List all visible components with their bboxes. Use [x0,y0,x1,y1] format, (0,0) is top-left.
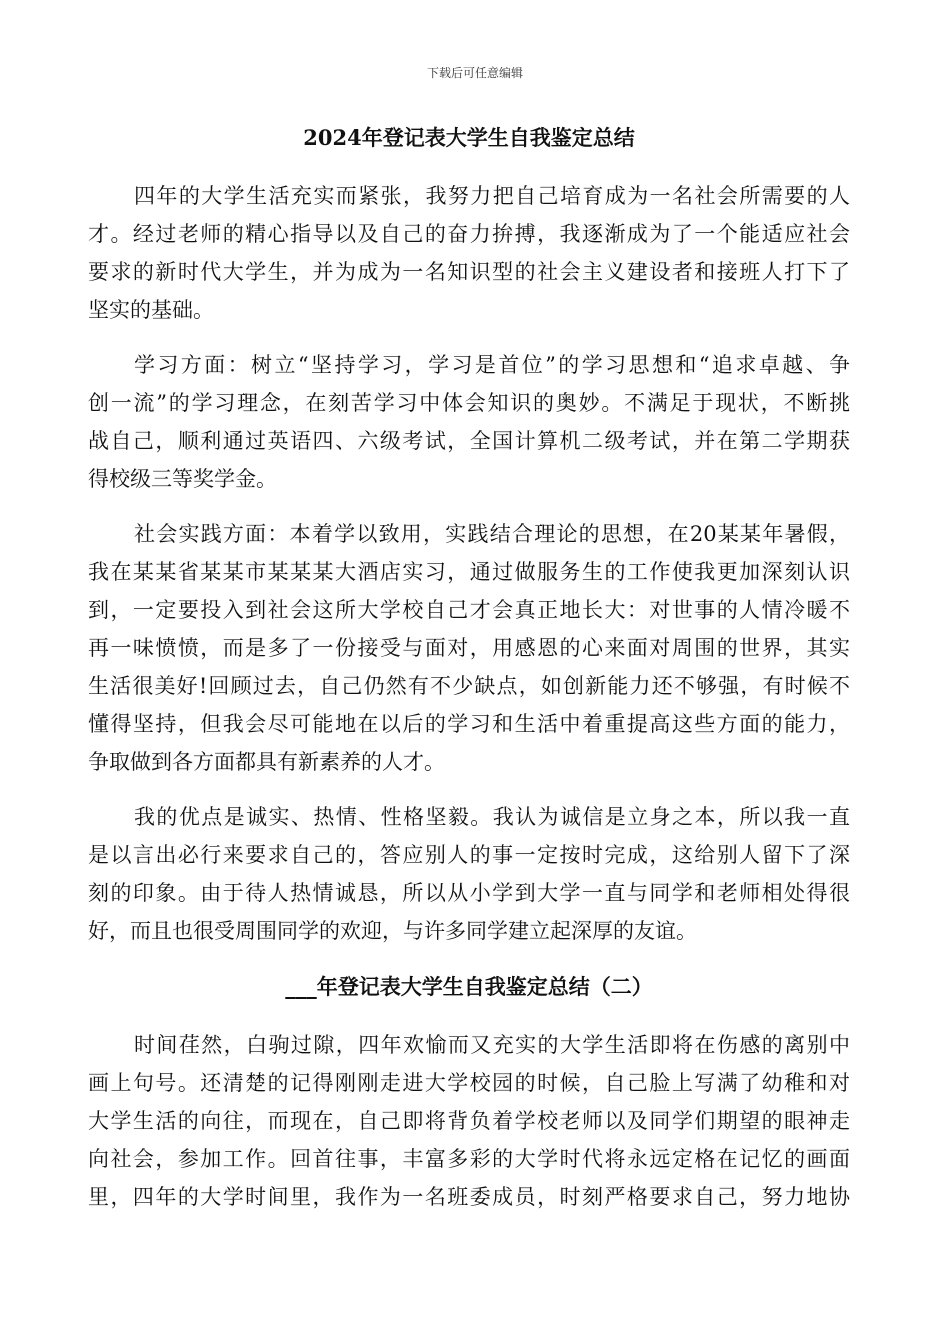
paragraph [88,515,850,781]
text-line: 刻的印象。由于待人热情诚恳，所以从小学到大学一直与同学和老师相处得很 [88,881,850,905]
paragraph [88,1026,850,1216]
text-line: 大学生活的向往，而现在，自己即将背负着学校老师以及同学们期望的眼神走 [88,1109,850,1133]
text-line: 要求的新时代大学生，并为成为一名知识型的社会主义建设者和接班人打下了 [88,260,850,284]
document-title: 2024年登记表大学生自我鉴定总结 [303,125,635,150]
paragraph [88,798,850,950]
text-line: 社会实践方面：本着学以致用，实践结合理论的思想，在20某某年暑假， [134,522,850,546]
section-2-title: ___年登记表大学生自我鉴定总结（二） [285,974,653,999]
text-line: 到，一定要投入到社会这所大学校自己才会真正地长大：对世事的人情冷暖不 [88,598,850,622]
text-line: 得校级三等奖学金。 [88,467,277,491]
page-header: 下载后可任意编辑 [426,66,523,80]
text-line: 向社会，参加工作。回首往事，丰富多彩的大学时代将永远定格在记忆的画面 [88,1147,850,1171]
text-line: 我的优点是诚实、热情、性格坚毅。我认为诚信是立身之本，所以我一直 [134,805,850,829]
text-line: 懂得坚持，但我会尽可能地在以后的学习和生活中着重提高这些方面的能力， [88,712,850,736]
text-line: 争取做到各方面都具有新素养的人才。 [88,750,445,774]
paragraph [88,177,850,329]
paragraph [88,346,850,498]
text-line: 才。经过老师的精心指导以及自己的奋力拚搏，我逐渐成为了一个能适应社会 [88,222,850,246]
text-line: 我在某某省某某市某某某大酒店实习，通过做服务生的工作使我更加深刻认识 [88,560,850,584]
text-line: 画上句号。还清楚的记得刚刚走进大学校园的时候，自己脸上写满了幼稚和对 [88,1071,850,1095]
text-line: 再一味愤愤，而是多了一份接受与面对，用感恩的心来面对周围的世界，其实 [88,636,850,660]
text-line: 四年的大学生活充实而紧张，我努力把自己培育成为一名社会所需要的人 [134,184,850,208]
text-line: 好，而且也很受周围同学的欢迎，与许多同学建立起深厚的友谊。 [88,919,697,943]
section-1 [88,177,850,950]
text-line: 创一流”的学习理念，在刻苦学习中体会知识的奥妙。不满足于现状，不断挑 [88,391,850,415]
text-line: 时间荏然，白驹过隙，四年欢愉而又充实的大学生活即将在伤感的离别中 [134,1033,850,1057]
text-line: 战自己，顺利通过英语四、六级考试，全国计算机二级考试，并在第二学期获 [88,429,850,453]
text-line: 坚实的基础。 [88,298,214,322]
text-line: 是以言出必行来要求自己的，答应别人的事一定按时完成，这给别人留下了深 [88,843,850,867]
document-body [88,118,850,1233]
section-2 [88,1026,850,1216]
text-line: 里，四年的大学时间里，我作为一名班委成员，时刻严格要求自己，努力地协 [88,1185,850,1209]
text-line: 生活很美好!回顾过去，自己仍然有不少缺点，如创新能力还不够强，有时候不 [88,674,850,698]
text-line: 学习方面：树立“坚持学习，学习是首位”的学习思想和“追求卓越、争 [134,353,850,377]
